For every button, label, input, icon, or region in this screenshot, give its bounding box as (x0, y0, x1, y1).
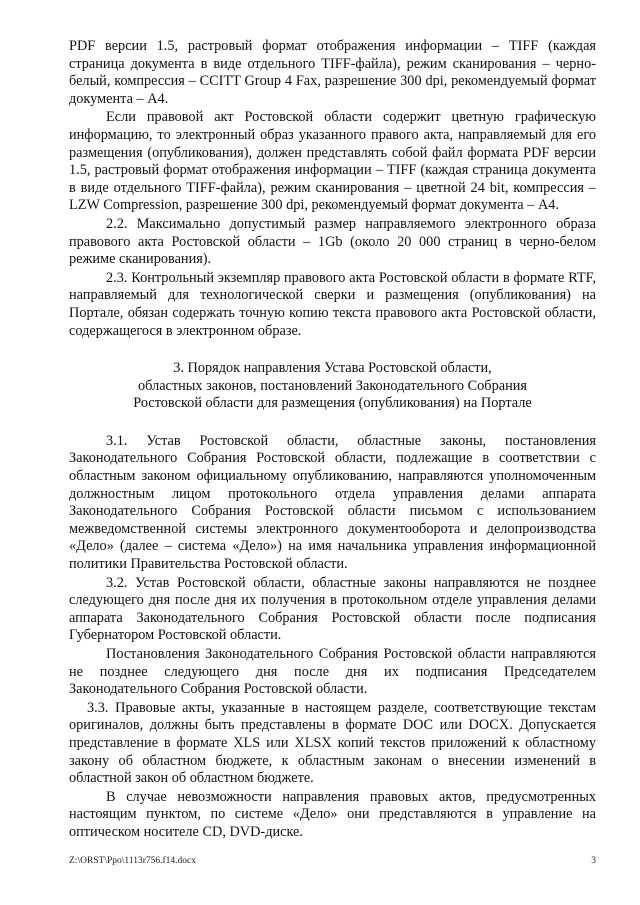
section-heading-line-2: областных законов, постановлений Законодательного Собрания (138, 377, 527, 394)
paragraph-3-2: 3.2. Устав Ростовской области, областные законы направляются не позднее следующего дня после дня их получения в протокольном отделе управления делами аппарата Законодательного Собрания Ростовской области после подписания Губернатором Ростовской области. (69, 574, 596, 644)
page-footer (69, 855, 596, 867)
paragraph-3-3: 3.3. Правовые акты, указанные в настоящем разделе, соответствующие текстам оригиналов, должны быть представлены в формате DOC или DOCX. Допускается представление в формате XLS или XLSX копий текстов приложений к областному закону об областном бюджете, к областным законам о внесении изменений в областной закон об областном бюджете. (69, 699, 596, 787)
footer-file-path: Z:\ORST\Ppo\1113r756.f14.docx (69, 856, 197, 866)
section-3-heading (69, 360, 596, 413)
paragraph-continuation: PDF версии 1.5, растровый формат отображения информации – TIFF (каждая страница документа в виде отдельного TIFF-файла), режим сканирования – черно-белый, компрессия – CCITT Group 4 Fax, разрешение 300 dpi, рекомендуемый формат документа – A4. (69, 38, 596, 107)
paragraph-resolutions: Постановления Законодательного Собрания Ростовской области направляются не позднее следующего дня после дня их подписания Председателем Законодательного Собрания Ростовской области. (69, 646, 596, 698)
paragraph-2-2: 2.2. Максимально допустимый размер направляемого электронного образа правового акта Ростовской области – 1Gb (около 20 000 страниц в черно-белом режиме сканирования). (69, 215, 596, 268)
page-number: 3 (591, 856, 596, 866)
paragraph-impossible-delivery: В случае невозможности направления правовых актов, предусмотренных настоящим пунктом, по системе «Дело» они представляются в управление на оптическом носителе CD, DVD-диске. (69, 788, 596, 840)
section-heading-line-1: 3. Порядок направления Устава Ростовской области, (173, 360, 492, 377)
paragraph-color-image: Если правовой акт Ростовской области содержит цветную графическую информацию, то электронный образ указанного правого акта, направляемый для его размещения (опубликования), должен представлять собой файл формата PDF версии 1.5, растровый формат отображения информации – TIFF (каждая страница документа в виде отдельного TIFF-файла), режим сканирования – цветной 24 bit, компрессия – LZW Compression, разрешение 300 dpi, рекомендуемый формат документа – A4. (69, 109, 596, 214)
paragraph-3-1: 3.1. Устав Ростовской области, областные законы, постановления Законодательного Собрания Ростовской области, подлежащие в соответствии с областным законом официальному опубликованию, направляются уполномоченным должностным лицом протокольного отдела управления делами аппарата Законодательного Собрания Ростовской области письмом с использованием межведомственной системы электронного документооборота и делопроизводства «Дело» (далее – система «Дело») на имя начальника управления информационной политики Правительства Ростовской области. (69, 432, 596, 573)
document-page (69, 38, 596, 842)
paragraph-2-3: 2.3. Контрольный экземпляр правового акта Ростовской области в формате RTF, направляемый для технологической сверки и размещения (опубликования) на Портале, обязан содержать точную копию текста правового акта Ростовской области, содержащегося в электронном образе. (69, 269, 596, 339)
section-heading-line-3: Ростовской области для размещения (опубликования) на Портале (133, 395, 532, 412)
